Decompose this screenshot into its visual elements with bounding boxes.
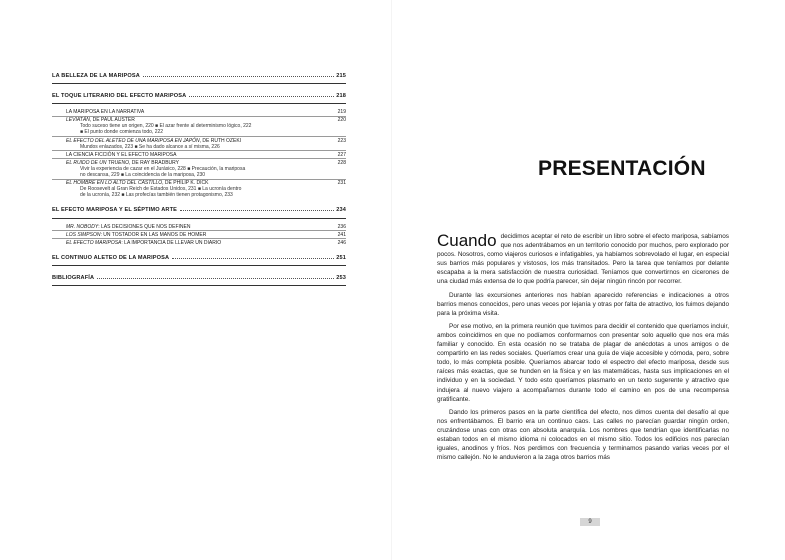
toc-leader-dots	[189, 96, 334, 97]
toc-chapter-italic: EL RUIDO DE UN TRUENO	[66, 159, 129, 166]
toc-subsection-line: Vivir la experiencia de cazar en el Jurásico, 228 ■ Precaución, la mariposa	[80, 165, 246, 172]
toc-subsection-line: ■ El punto donde comienza todo, 222	[80, 129, 164, 136]
toc-chapter-text: : LAS DECISIONES QUE NOS DEFINEN	[98, 223, 191, 230]
toc-part-title: LA BELLEZA DE LA MARIPOSA	[52, 73, 140, 79]
toc-chapter-text: , DE RAY BRADBURY	[128, 159, 179, 166]
drop-word: Cuando	[437, 231, 497, 250]
toc-subsection-line: Todo suceso tiene un origen, 220 ■ El azar frente al determinismo lógico, 222	[80, 123, 252, 130]
toc-chapter-text: LA CIENCIA FICCIÓN Y EL EFECTO MARIPOSA	[66, 151, 177, 158]
toc-chapter-list	[52, 109, 346, 198]
toc-chapter-text: : LA IMPORTANCIA DE LLEVAR UN DIARIO	[121, 239, 222, 246]
toc-chapter-entry[interactable]	[52, 179, 346, 187]
toc-chapter-italic: LEVIATÁN	[66, 117, 90, 124]
first-paragraph-text: decidimos aceptar el reto de escribir un libro sobre el efecto mariposa, sabíamos que nos adentrábamos en un territorio conocido por muchos, pero explorado por pocos. Nosotros, como viajeros curiosos e infatigables, ya habíamos sobrevolado el lugar, en especial sus barrios más populares y vistosos, los más transitados. Pero la tarea que teníamos por delante escapaba a la mera satisfacción de nuestra curiosidad. Teníamos que convertirnos en cicerones de una ciudad más extensa de lo que podría parecer, sin dejar ningún rincón por recorrer.	[437, 233, 729, 286]
toc-chapter-entry[interactable]	[52, 224, 346, 230]
toc-chapter-title	[66, 138, 241, 144]
toc-chapter-text: LA MARIPOSA EN LA NARRATIVA	[66, 109, 145, 116]
page-number: 9	[580, 518, 600, 526]
toc-part-title: EL CONTINUO ALETEO DE LA MARIPOSA	[52, 254, 170, 261]
toc-chapter-page: 231	[337, 180, 346, 187]
toc-part-page: 234	[336, 207, 346, 214]
paragraph-2: Durante las excursiones anteriores nos habían aparecido referencias e indicaciones a otros barrios menos conocidos, pero unas veces por lejanía y otras por falta de atractivo, los fuimos dejando para la próxima visita.	[437, 291, 729, 317]
toc-divider	[52, 285, 346, 286]
toc-leader-dots	[143, 76, 334, 77]
toc-chapter-title	[66, 224, 190, 230]
toc-chapter-page: 223	[337, 137, 346, 144]
page-title: PRESENTACIÓN	[538, 157, 706, 180]
toc-chapter-italic: EL EFECTO DEL ALETEO DE UNA MARIPOSA EN JAPÓN	[66, 137, 200, 144]
toc-part-entry[interactable]	[52, 73, 346, 79]
toc-part-entry[interactable]	[52, 275, 346, 281]
table-of-contents	[52, 73, 346, 290]
toc-chapter-italic: EL EFECTO MARIPOSA	[66, 239, 122, 246]
toc-subsection-line: Mundos enlazados, 223 ■ Se ha dado alcance a sí misma, 226	[80, 143, 220, 150]
toc-divider	[52, 265, 346, 266]
toc-chapter-text: : UN TOSTADOR EN LAS MANOS DE HOMER	[100, 231, 207, 238]
toc-chapter-title	[66, 109, 144, 115]
toc-chapter-page: 246	[337, 239, 346, 246]
toc-subsection-line: De Roosevelt al Gran Reich de Estados Unidos, 231 ■ La ucronía dentro	[80, 186, 242, 193]
paragraph-4: Dando los primeros pasos en la parte científica del efecto, nos dimos cuenta del desafío al que nos enfrentábamos. El barrio era un continuo caos. Las calles no parecían guardar ningún orden, cruzándose unas con otras con absoluta anarquía. Los nombres que tendrían que identificarlas no estaban todos en el mismo idioma ni colocados en el mismo sitio. Todos los edificios nos parecían iguales, anodinos y fríos. Nos perdimos con frecuencia y terminamos pasando varias veces por el mismo callejón. No le anduvieron a la zaga otros barrios más	[437, 408, 729, 462]
toc-chapter-page: 228	[337, 159, 346, 166]
toc-leader-dots	[180, 210, 334, 211]
toc-chapter-page: 241	[337, 231, 346, 238]
toc-part	[52, 207, 346, 245]
toc-subsection-line: de la ucronía, 232 ■ Las profecías también tienen protagonismo, 233	[80, 192, 233, 199]
toc-chapter-list	[52, 224, 346, 246]
toc-leader-dots	[97, 278, 334, 279]
toc-divider	[52, 103, 346, 104]
toc-part-title: BIBLIOGRAFÍA	[52, 274, 95, 281]
toc-chapter-title	[66, 232, 206, 238]
toc-subsection-line: no descansa, 229 ■ La coincidencia de la mariposa, 230	[80, 172, 206, 179]
toc-part	[52, 93, 346, 198]
toc-part-entry[interactable]	[52, 255, 346, 261]
toc-part	[52, 255, 346, 266]
toc-chapter-text: , DE RUTH OZEKI	[199, 137, 242, 144]
toc-chapter-title	[66, 152, 176, 158]
toc-divider	[52, 218, 346, 219]
toc-chapter-text: , DE PHILIP K. DICK	[162, 180, 209, 187]
toc-chapter-entry[interactable]	[52, 238, 346, 246]
toc-divider	[52, 83, 346, 84]
paragraph-3: Por ese motivo, en la primera reunión que tuvimos para decidir el contenido que queríamos incluir, ambos coincidimos en que no podíamos conformarnos con presentar solo aquello que nos era más familiar y conocido. En esta ocasión no se trataba de plagar de anécdotas a unos amigos o de compartirlo en las redes sociales. Queríamos crear una guía de viaje accesible y cómoda, pero, sobre todo, lo más completa posible. Queríamos abarcar todo el espectro del efecto mariposa, desde sus raíces más exactas, que se hunden en la física y en las matemáticas, hasta sus implicaciones en el individuo y en la sociedad. Y todo esto queríamos plasmarlo en un texto sugerente y atractivo que indujera al nuevo viajero a acompañarnos durante todo el camino en pos de una recompensa gratificante.	[437, 322, 729, 403]
toc-part	[52, 275, 346, 286]
toc-part-entry[interactable]	[52, 207, 346, 213]
toc-part-page: 215	[336, 73, 346, 79]
toc-chapter-page: 219	[337, 109, 346, 116]
toc-chapter-italic: EL HOMBRE EN LO ALTO DEL CASTILLO	[66, 180, 163, 187]
toc-part	[52, 73, 346, 84]
toc-chapter-italic: LOS SIMPSON	[66, 231, 101, 238]
toc-part-title: EL TOQUE LITERARIO DEL EFECTO MARIPOSA	[52, 93, 187, 100]
toc-chapter-page: 227	[337, 151, 346, 158]
toc-chapter-text: , DE PAUL AUSTER	[89, 117, 135, 124]
left-page-toc	[0, 0, 392, 560]
toc-chapter-entry[interactable]	[52, 230, 346, 238]
toc-chapter-entry[interactable]	[52, 158, 346, 166]
toc-part-title: EL EFECTO MARIPOSA Y EL SÉPTIMO ARTE	[52, 207, 178, 214]
toc-part-page: 253	[336, 274, 346, 281]
toc-chapter-page: 236	[337, 223, 346, 230]
toc-chapter-title	[66, 240, 221, 246]
toc-part-page: 251	[336, 254, 346, 261]
toc-chapter-page: 220	[337, 117, 346, 124]
presentation-body	[437, 232, 729, 466]
toc-part-page: 218	[336, 93, 346, 100]
toc-chapter-entry[interactable]	[52, 136, 346, 144]
first-paragraph	[437, 232, 729, 287]
toc-leader-dots	[172, 258, 334, 259]
toc-chapter-entry[interactable]	[52, 116, 346, 124]
toc-part-entry[interactable]	[52, 93, 346, 99]
toc-chapter-entry[interactable]	[52, 109, 346, 115]
toc-chapter-entry[interactable]	[52, 150, 346, 158]
toc-chapter-italic: MR. NOBODY	[66, 223, 99, 230]
